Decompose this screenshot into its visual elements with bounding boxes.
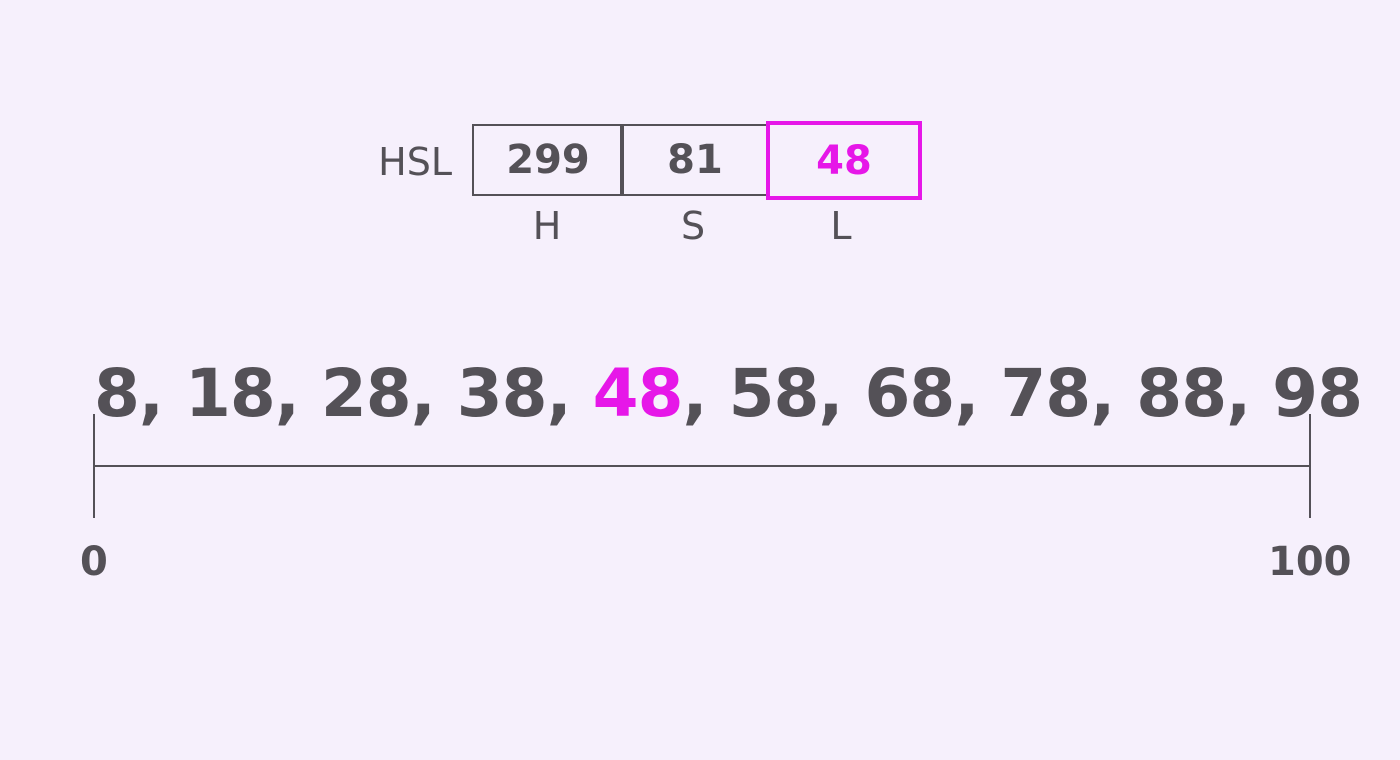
saturation-label: S [680,204,706,248]
axis-max-label: 100 [1268,539,1352,585]
axis-min-label: 0 [80,539,108,585]
hsl-label: HSL [378,140,452,184]
saturation-cell: 81 [620,124,770,196]
sequence-before: 8, 18, 28, 38, [94,355,593,432]
sequence-highlight: 48 [592,355,683,432]
lightness-cell-highlighted: 48 [766,121,922,200]
hue-label: H [532,204,562,248]
sequence-after: , 58, 68, 78, 88, 98 [682,355,1363,432]
hue-cell: 299 [472,124,624,196]
lightness-label: L [830,204,852,248]
